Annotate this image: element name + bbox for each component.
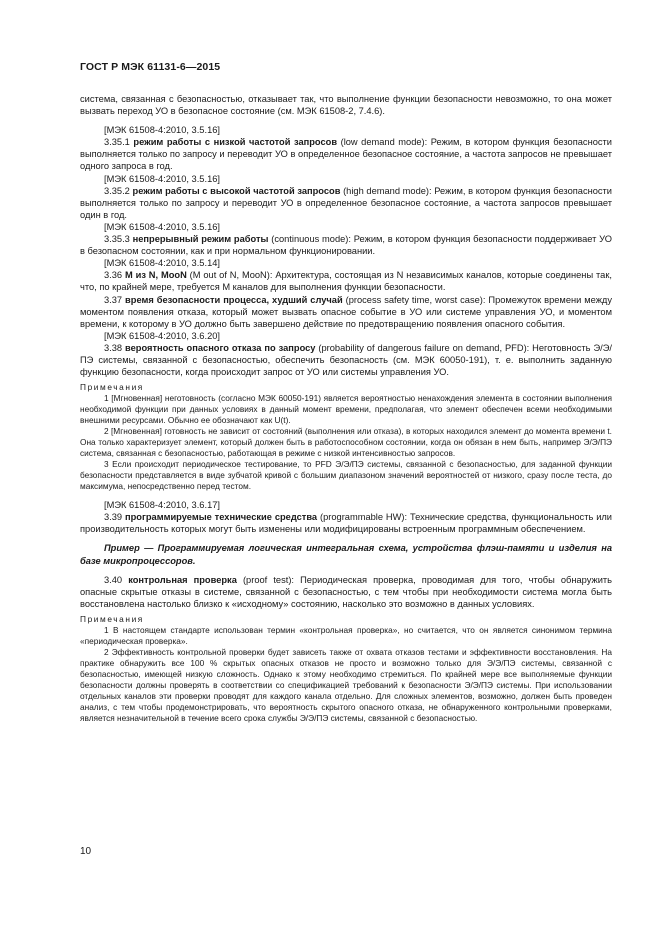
term-definition: (programmable HW): Технические средства, функциональность или производительность которых могут быть изменены или модифицированы встроенным программным обеспечением.	[80, 512, 612, 535]
term-name: контрольная проверка	[128, 574, 237, 585]
reference-5: [МЭК 61508-4:2010, 3.6.20]	[104, 330, 220, 341]
term-name: режим работы с низкой частотой запросов	[133, 137, 338, 148]
term-number: 3.37	[104, 294, 123, 305]
term-3-39	[80, 511, 612, 535]
term-number: 3.38	[104, 342, 123, 353]
term-number: 3.39	[104, 512, 123, 523]
term-definition: (low demand mode): Режим, в котором функция безопасности выполняется только по запросу и переводит УО в определенное безопасное состояние, а частота запросов не превышает одного запроса в год.	[80, 137, 612, 172]
reference-4: [МЭК 61508-4:2010, 3.5.14]	[104, 258, 220, 269]
term-number: 3.35.3	[104, 234, 130, 245]
notes-title-2: Примечания	[80, 613, 144, 624]
term-number: 3.35.1	[104, 137, 130, 148]
document-body	[80, 93, 612, 724]
term-3-38	[80, 342, 612, 378]
note-1-3: 3 Если происходит периодическое тестирование, то PFD Э/Э/ПЭ системы, связанной с безопасностью, для заданной функции безопасности представляется в виде зубчатой кривой с большим диапазоном значений вероятностей от низкого, сразу после теста, до максимума, непосредственно перед тестом.	[80, 459, 612, 492]
term-3-35-3	[80, 233, 612, 257]
reference-3: [МЭК 61508-4:2010, 3.5.16]	[104, 221, 220, 232]
term-definition: (probability of dangerous failure on demand, PFD): Неготовность Э/Э/ПЭ системы, связанной с безопасностью, обеспечить безопасность (см. МЭК 60050-191), т. е. выполнить заданную функцию безопасности, когда происходит запрос от УО или системы управления УО.	[80, 342, 612, 378]
term-definition: (M out of N, MooN): Архитектура, состоящая из N независимых каналов, которые соединены так, что, по крайней мере, требуется M каналов для выполнения функции безопасности.	[80, 270, 612, 293]
term-definition: (process safety time, worst case): Промежуток времени между моментом появления отказа, который может вызвать опасное событие в УО или системе управления УО, и моментом времени, к которому в УО должно быть завершено действие по предотвращению появления опасного события.	[80, 294, 612, 329]
example-paragraph: Пример — Программируемая логическая интегральная схема, устройства флэш-памяти и изделия на базе микропроцессоров.	[80, 543, 612, 566]
term-number: 3.36	[104, 270, 123, 281]
reference-2: [МЭК 61508-4:2010, 3.5.16]	[104, 173, 220, 184]
term-number: 3.40	[104, 574, 123, 585]
note-2-2: 2 Эффективность контрольной проверки будет зависеть также от охвата отказов тестами и эффективности восстановления. На практике обнаружить все 100 % скрытых опасных отказов не просто и возможно только для Э/Э/ПЭ системы, связанной с безопасностью, имеющей низкую сложность. Однако к этому необходимо стремиться. По крайней мере все выполняемые функции безопасности должны проверять в соответствии со спецификацией требований к безопасности Э/Э/ПЭ системы. При использовании отдельных каналов эти проверки проводят для каждого канала отдельно. Для сложных элементов, возможно, должен быть проведен анализ, с тем чтобы продемонстрировать, что вероятность скрытого опасного отказа, не обнаруженного контрольными проверками, является незначительной в течение всего срока службы Э/Э/ПЭ системы, связанной с безопасностью.	[80, 646, 612, 723]
note-2-1: 1 В настоящем стандарте использован термин «контрольная проверка», но считается, что он является синонимом термина «периодическая проверка».	[80, 624, 612, 646]
term-number: 3.35.2	[104, 185, 130, 196]
term-3-40	[80, 574, 612, 610]
reference-6: [МЭК 61508-4:2010, 3.6.17]	[104, 500, 220, 511]
term-definition: (continuous mode): Режим, в котором функция безопасности поддерживает УО в безопасном состоянии, как и при нормальном функционировании.	[80, 234, 612, 257]
reference-1: [МЭК 61508-4:2010, 3.5.16]	[104, 125, 220, 136]
intro-paragraph: система, связанная с безопасностью, отказывает так, что выполнение функции безопасности невозможно, то она может вызвать переход УО в безопасное состояние (см. МЭК 61508-2, 7.4.6).	[80, 94, 612, 117]
term-3-35-1	[80, 136, 612, 172]
term-3-35-2	[80, 185, 612, 221]
term-name: время безопасности процесса, худший случай	[125, 294, 343, 305]
note-1-2: 2 [Мгновенная] готовность не зависит от состояний (выполнения или отказа), в которых находился элемент до момента времени t. Она только характеризует элемент, который должен быть в работоспособном состоянии, когда он обязан в нем быть, например Э/Э/ПЭ система, связанная с безопасностью, работающая в режиме с низкой интенсивностью запросов.	[80, 426, 612, 459]
term-definition: (high demand mode): Режим, в котором функция безопасности выполняется только по запросу и переводит УО в определенное безопасное состояние, а частота запросов превышает один в год.	[80, 185, 612, 220]
page-number: 10	[80, 846, 92, 857]
term-definition: (proof test): Периодическая проверка, проводимая для того, чтобы обнаружить опасные скрытые отказы в системе, связанной с безопасностью, с тем чтобы при необходимости система могла быть восстановлена настолько близко к «исходному» состоянию, насколько это возможно в данных условиях.	[80, 574, 612, 609]
term-3-36	[80, 269, 612, 293]
term-name: вероятность опасного отказа по запросу	[125, 342, 316, 353]
term-name: режим работы с высокой частотой запросов	[132, 185, 341, 196]
term-3-37	[80, 294, 612, 330]
document-header: ГОСТ Р МЭК 61131-6—2015	[80, 61, 221, 73]
term-name: программируемые технические средства	[125, 512, 318, 523]
term-name: М из N, MooN	[124, 270, 187, 281]
term-name: непрерывный режим работы	[132, 234, 269, 245]
notes-title-1: Примечания	[80, 382, 144, 393]
note-1-1: 1 [Мгновенная] неготовность (согласно МЭК 60050-191) является вероятностью ненахождения элемента в состоянии выполнения необходимой функции при данных условиях в данный момент времени, предполагая, что элемент обеспечен всеми необходимыми внешними ресурсами. Обычно ее обозначают как U(t).	[80, 393, 612, 426]
